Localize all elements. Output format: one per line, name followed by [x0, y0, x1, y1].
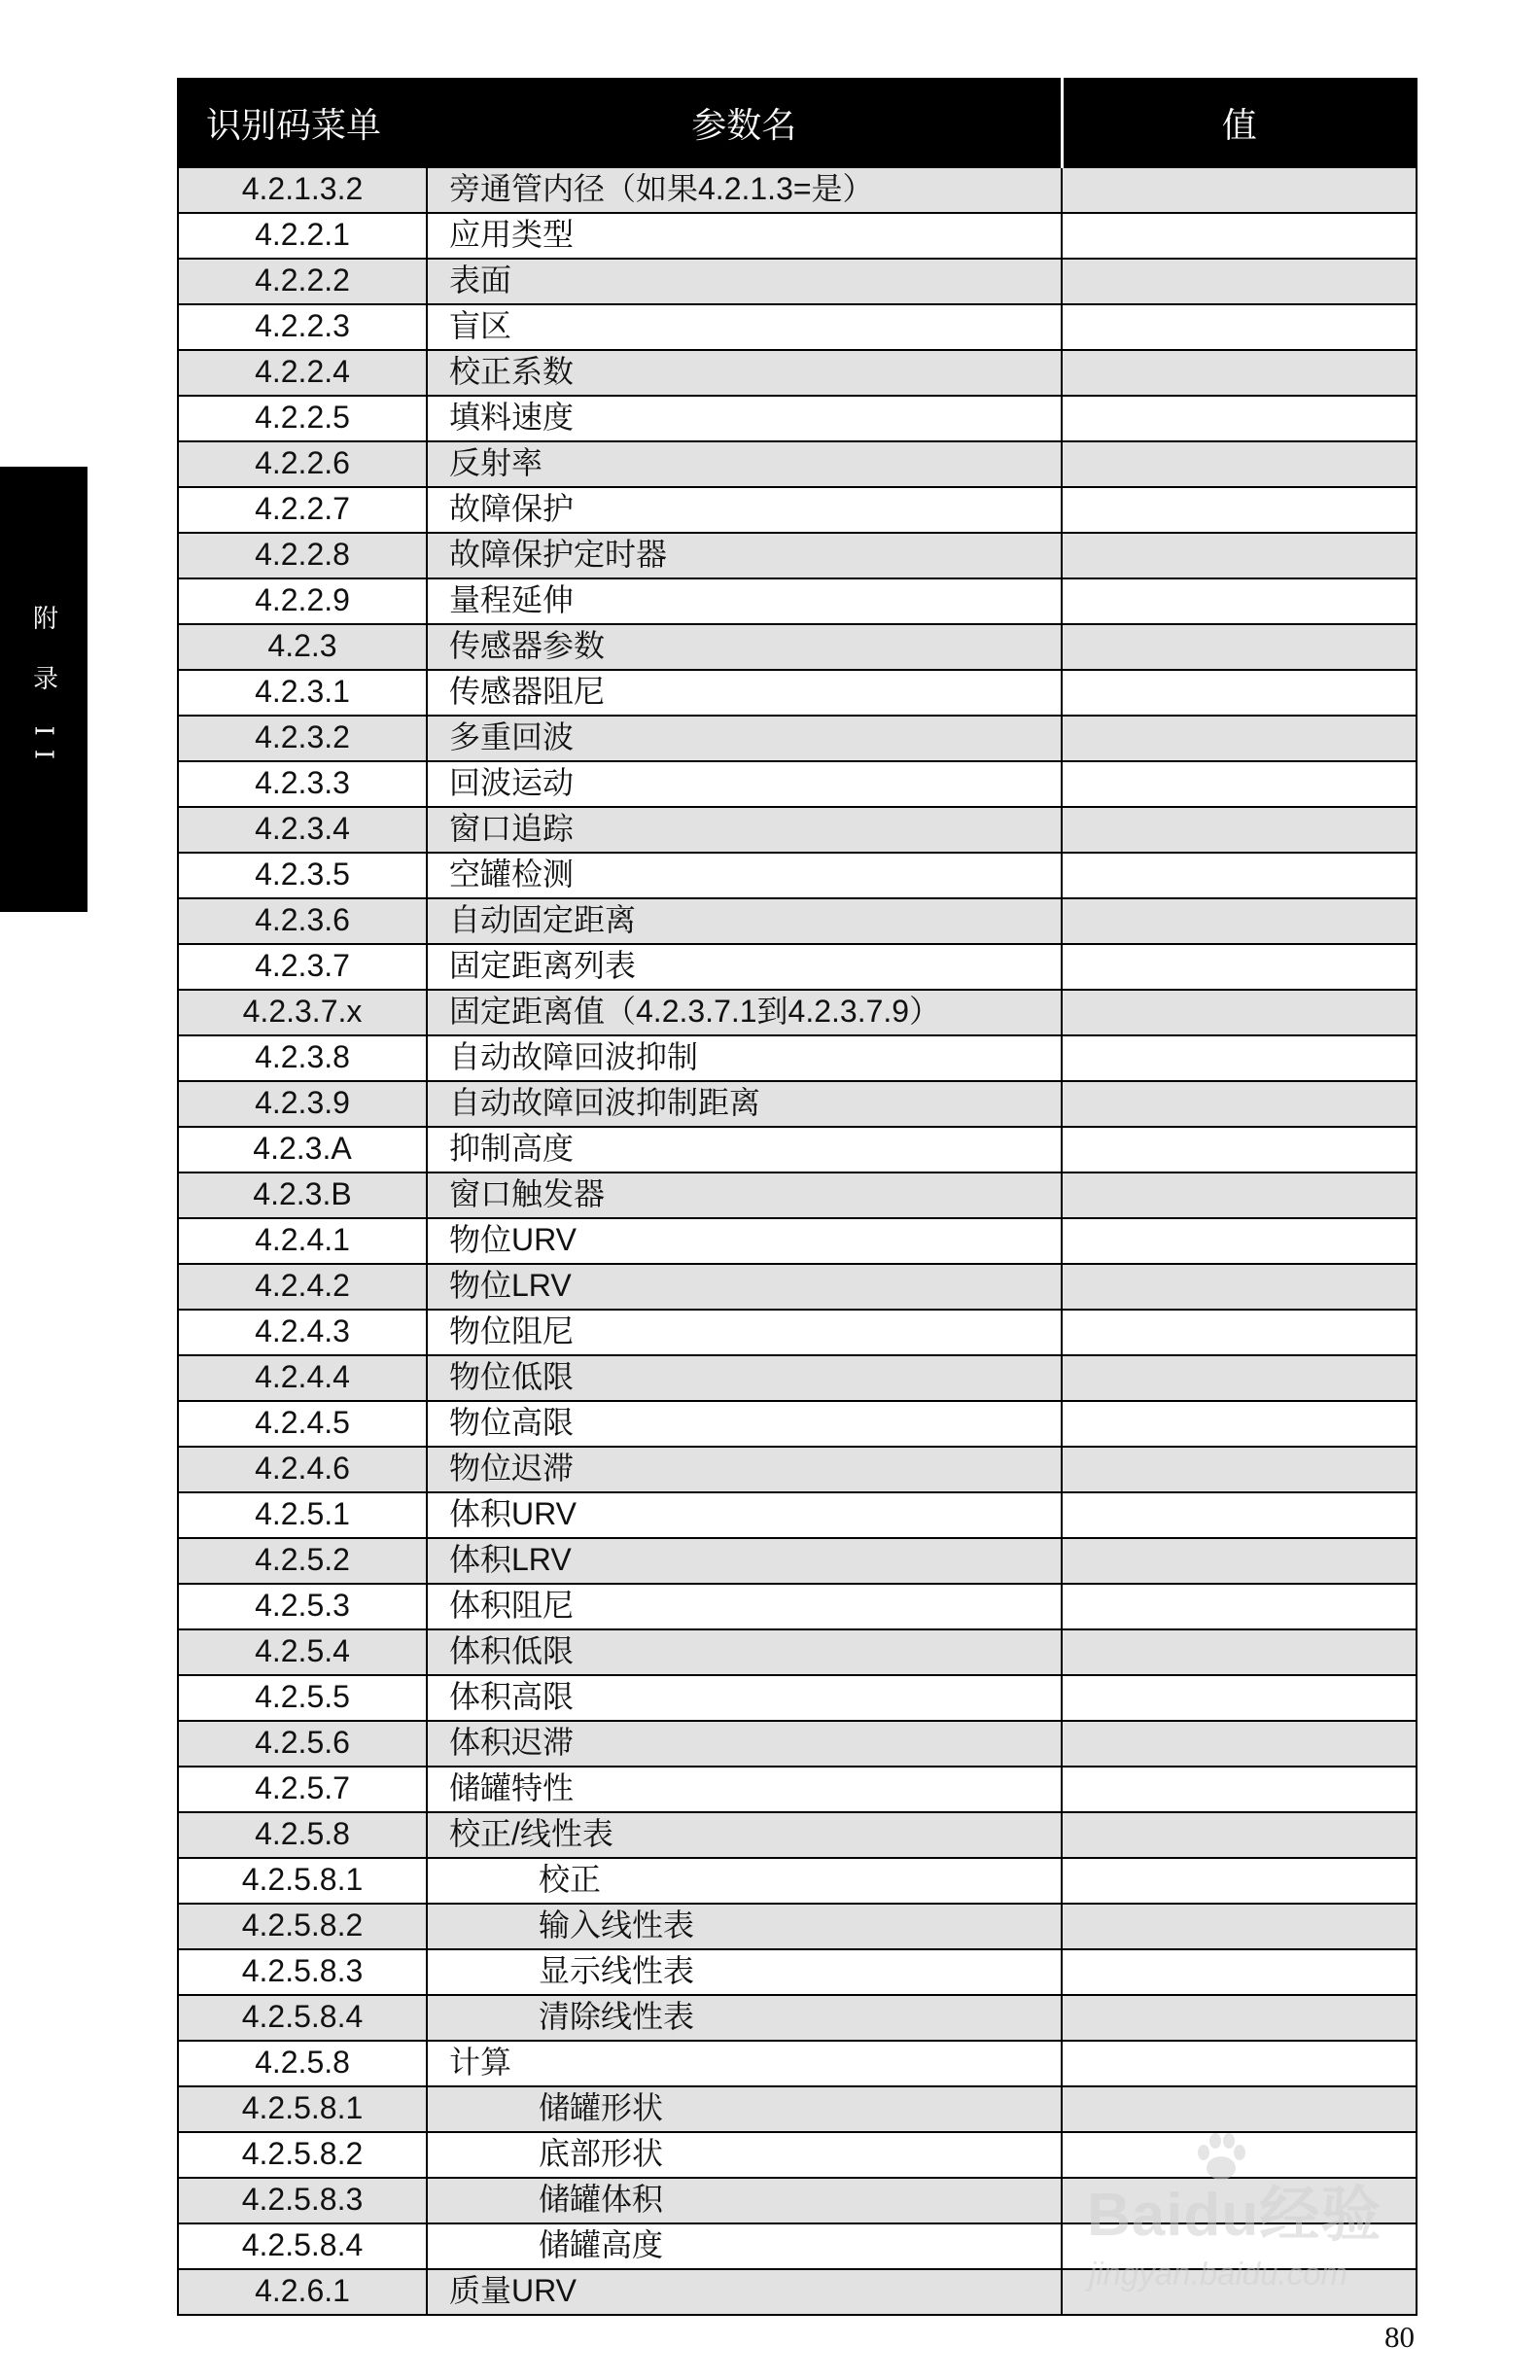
table-row — [178, 1310, 1417, 1355]
row-name-cell: 物位阻尼 — [427, 1310, 1062, 1355]
row-name-cell: 显示线性表 — [427, 1949, 1062, 1995]
row-code-cell: 4.2.5.6 — [178, 1721, 427, 1767]
row-name-cell: 校正系数 — [427, 350, 1062, 396]
row-code-cell: 4.2.4.2 — [178, 1264, 427, 1310]
row-value-cell — [1062, 578, 1417, 624]
row-code-cell: 4.2.5.8.2 — [178, 2132, 427, 2178]
row-name-cell: 储罐特性 — [427, 1767, 1062, 1812]
row-name-cell: 体积阻尼 — [427, 1584, 1062, 1629]
row-value-cell — [1062, 1949, 1417, 1995]
row-name-cell: 自动固定距离 — [427, 898, 1062, 944]
row-code-cell: 4.2.2.8 — [178, 533, 427, 578]
baidu-watermark — [1087, 2166, 1437, 2312]
row-code-cell: 4.2.4.5 — [178, 1401, 427, 1447]
table-row — [178, 533, 1417, 578]
row-name-cell: 固定距离列表 — [427, 944, 1062, 990]
table-row — [178, 853, 1417, 898]
row-name-cell: 物位低限 — [427, 1355, 1062, 1401]
row-name-cell: 体积低限 — [427, 1629, 1062, 1675]
table-row — [178, 1584, 1417, 1629]
header-value: 值 — [1062, 79, 1417, 167]
row-name-cell: 故障保护 — [427, 487, 1062, 533]
table-row — [178, 716, 1417, 761]
row-name-cell: 储罐形状 — [427, 2086, 1062, 2132]
row-name-cell: 表面 — [427, 259, 1062, 304]
row-value-cell — [1062, 944, 1417, 990]
table-row — [178, 624, 1417, 670]
row-value-cell — [1062, 1218, 1417, 1264]
row-name-cell: 体积LRV — [427, 1538, 1062, 1584]
row-code-cell: 4.2.3.6 — [178, 898, 427, 944]
row-name-cell: 窗口追踪 — [427, 807, 1062, 853]
watermark-logo-text: Baidu经验 — [1087, 2182, 1382, 2249]
row-code-cell: 4.2.6.1 — [178, 2269, 427, 2315]
table-row — [178, 1401, 1417, 1447]
row-value-cell — [1062, 1675, 1417, 1721]
row-value-cell — [1062, 1995, 1417, 2041]
row-value-cell — [1062, 350, 1417, 396]
row-value-cell — [1062, 1812, 1417, 1858]
table-row — [178, 1081, 1417, 1127]
table-row — [178, 2041, 1417, 2086]
row-code-cell: 4.2.4.4 — [178, 1355, 427, 1401]
row-value-cell — [1062, 1538, 1417, 1584]
row-code-cell: 4.2.5.8.2 — [178, 1904, 427, 1949]
row-value-cell — [1062, 396, 1417, 441]
row-value-cell — [1062, 1127, 1417, 1172]
row-name-cell: 储罐体积 — [427, 2178, 1062, 2223]
row-name-cell: 清除线性表 — [427, 1995, 1062, 2041]
table-row — [178, 1218, 1417, 1264]
row-value-cell — [1062, 807, 1417, 853]
row-code-cell: 4.2.3.7.x — [178, 990, 427, 1035]
row-name-cell: 物位LRV — [427, 1264, 1062, 1310]
row-value-cell — [1062, 1264, 1417, 1310]
row-code-cell: 4.2.3.8 — [178, 1035, 427, 1081]
row-value-cell — [1062, 533, 1417, 578]
row-code-cell: 4.2.5.8.4 — [178, 2223, 427, 2269]
row-code-cell: 4.2.3.9 — [178, 1081, 427, 1127]
row-name-cell: 抑制高度 — [427, 1127, 1062, 1172]
row-code-cell: 4.2.3.5 — [178, 853, 427, 898]
row-value-cell — [1062, 716, 1417, 761]
table-row — [178, 1447, 1417, 1492]
row-value-cell — [1062, 898, 1417, 944]
row-code-cell: 4.2.2.9 — [178, 578, 427, 624]
row-value-cell — [1062, 441, 1417, 487]
table-row — [178, 578, 1417, 624]
table-row — [178, 350, 1417, 396]
row-name-cell: 多重回波 — [427, 716, 1062, 761]
row-code-cell: 4.2.3.1 — [178, 670, 427, 716]
row-value-cell — [1062, 624, 1417, 670]
row-value-cell — [1062, 1767, 1417, 1812]
row-name-cell: 故障保护定时器 — [427, 533, 1062, 578]
page-number: 80 — [1384, 2320, 1415, 2354]
row-code-cell: 4.2.2.2 — [178, 259, 427, 304]
row-code-cell: 4.2.2.4 — [178, 350, 427, 396]
row-code-cell: 4.2.3 — [178, 624, 427, 670]
row-name-cell: 回波运动 — [427, 761, 1062, 807]
table-row — [178, 441, 1417, 487]
table-row — [178, 1858, 1417, 1904]
row-value-cell — [1062, 1035, 1417, 1081]
row-code-cell: 4.2.5.8.1 — [178, 2086, 427, 2132]
table-row — [178, 944, 1417, 990]
row-value-cell — [1062, 1172, 1417, 1218]
table-row — [178, 1355, 1417, 1401]
row-value-cell — [1062, 1401, 1417, 1447]
appendix-side-tab-label: 附 录 II — [28, 605, 58, 774]
row-code-cell: 4.2.3.4 — [178, 807, 427, 853]
row-name-cell: 空罐检测 — [427, 853, 1062, 898]
row-code-cell: 4.2.5.3 — [178, 1584, 427, 1629]
row-code-cell: 4.2.3.3 — [178, 761, 427, 807]
row-code-cell: 4.2.2.7 — [178, 487, 427, 533]
table-row — [178, 761, 1417, 807]
table-row — [178, 1538, 1417, 1584]
row-name-cell: 应用类型 — [427, 213, 1062, 259]
table-header-row — [178, 79, 1417, 167]
table-row — [178, 670, 1417, 716]
row-name-cell: 底部形状 — [427, 2132, 1062, 2178]
row-value-cell — [1062, 853, 1417, 898]
row-code-cell: 4.2.3.B — [178, 1172, 427, 1218]
appendix-side-tab — [0, 467, 88, 912]
watermark-url: jingyan.baidu.com — [1089, 2256, 1348, 2292]
row-name-cell: 反射率 — [427, 441, 1062, 487]
row-value-cell — [1062, 1492, 1417, 1538]
table-row — [178, 487, 1417, 533]
row-name-cell: 自动故障回波抑制距离 — [427, 1081, 1062, 1127]
row-name-cell: 传感器阻尼 — [427, 670, 1062, 716]
table-row — [178, 990, 1417, 1035]
row-name-cell: 体积URV — [427, 1492, 1062, 1538]
row-value-cell — [1062, 1081, 1417, 1127]
header-name: 参数名 — [427, 79, 1062, 167]
table-row — [178, 1949, 1417, 1995]
row-code-cell: 4.2.2.5 — [178, 396, 427, 441]
row-code-cell: 4.2.5.8.4 — [178, 1995, 427, 2041]
table-row — [178, 1995, 1417, 2041]
row-code-cell: 4.2.5.8.3 — [178, 2178, 427, 2223]
row-value-cell — [1062, 1721, 1417, 1767]
table-body — [178, 167, 1417, 2315]
row-name-cell: 物位URV — [427, 1218, 1062, 1264]
row-value-cell — [1062, 1310, 1417, 1355]
parameter-table — [177, 78, 1418, 2316]
header-code: 识别码菜单 — [178, 79, 427, 167]
row-value-cell — [1062, 259, 1417, 304]
row-name-cell: 校正/线性表 — [427, 1812, 1062, 1858]
row-value-cell — [1062, 761, 1417, 807]
row-name-cell: 盲区 — [427, 304, 1062, 350]
row-name-cell: 物位迟滞 — [427, 1447, 1062, 1492]
row-value-cell — [1062, 304, 1417, 350]
table-row — [178, 1264, 1417, 1310]
row-name-cell: 窗口触发器 — [427, 1172, 1062, 1218]
table-row — [178, 1492, 1417, 1538]
row-code-cell: 4.2.5.8.3 — [178, 1949, 427, 1995]
table-row — [178, 1904, 1417, 1949]
row-name-cell: 体积迟滞 — [427, 1721, 1062, 1767]
row-value-cell — [1062, 1584, 1417, 1629]
table-row — [178, 1035, 1417, 1081]
table-row — [178, 2086, 1417, 2132]
table-row — [178, 167, 1417, 213]
table-row — [178, 304, 1417, 350]
row-name-cell: 填料速度 — [427, 396, 1062, 441]
table-row — [178, 1721, 1417, 1767]
row-code-cell: 4.2.5.4 — [178, 1629, 427, 1675]
row-value-cell — [1062, 1355, 1417, 1401]
row-code-cell: 4.2.2.6 — [178, 441, 427, 487]
row-value-cell — [1062, 167, 1417, 213]
row-value-cell — [1062, 1858, 1417, 1904]
table-row — [178, 898, 1417, 944]
row-name-cell: 输入线性表 — [427, 1904, 1062, 1949]
row-name-cell: 物位高限 — [427, 1401, 1062, 1447]
table-row — [178, 396, 1417, 441]
row-code-cell: 4.2.3.A — [178, 1127, 427, 1172]
row-code-cell: 4.2.5.8.1 — [178, 1858, 427, 1904]
row-code-cell: 4.2.5.7 — [178, 1767, 427, 1812]
row-value-cell — [1062, 990, 1417, 1035]
row-code-cell: 4.2.5.1 — [178, 1492, 427, 1538]
row-name-cell: 体积高限 — [427, 1675, 1062, 1721]
row-code-cell: 4.2.3.2 — [178, 716, 427, 761]
row-code-cell: 4.2.2.3 — [178, 304, 427, 350]
row-value-cell — [1062, 1629, 1417, 1675]
row-name-cell: 量程延伸 — [427, 578, 1062, 624]
row-code-cell: 4.2.5.8 — [178, 2041, 427, 2086]
row-name-cell: 传感器参数 — [427, 624, 1062, 670]
row-code-cell: 4.2.1.3.2 — [178, 167, 427, 213]
row-code-cell: 4.2.5.5 — [178, 1675, 427, 1721]
row-value-cell — [1062, 1447, 1417, 1492]
row-code-cell: 4.2.5.8 — [178, 1812, 427, 1858]
row-name-cell: 计算 — [427, 2041, 1062, 2086]
row-name-cell: 固定距离值（4.2.3.7.1到4.2.3.7.9） — [427, 990, 1062, 1035]
row-code-cell: 4.2.4.6 — [178, 1447, 427, 1492]
row-value-cell — [1062, 213, 1417, 259]
row-name-cell: 校正 — [427, 1858, 1062, 1904]
table-row — [178, 807, 1417, 853]
row-name-cell: 旁通管内径（如果4.2.1.3=是） — [427, 167, 1062, 213]
row-name-cell: 自动故障回波抑制 — [427, 1035, 1062, 1081]
table-row — [178, 1675, 1417, 1721]
row-code-cell: 4.2.5.2 — [178, 1538, 427, 1584]
table-row — [178, 213, 1417, 259]
row-code-cell: 4.2.4.3 — [178, 1310, 427, 1355]
table-row — [178, 1767, 1417, 1812]
row-code-cell: 4.2.3.7 — [178, 944, 427, 990]
row-value-cell — [1062, 487, 1417, 533]
row-value-cell — [1062, 2041, 1417, 2086]
table-row — [178, 259, 1417, 304]
table-row — [178, 1172, 1417, 1218]
row-code-cell: 4.2.2.1 — [178, 213, 427, 259]
row-name-cell: 质量URV — [427, 2269, 1062, 2315]
table-row — [178, 1812, 1417, 1858]
row-code-cell: 4.2.4.1 — [178, 1218, 427, 1264]
row-value-cell — [1062, 670, 1417, 716]
row-name-cell: 储罐高度 — [427, 2223, 1062, 2269]
table-row — [178, 1127, 1417, 1172]
row-value-cell — [1062, 1904, 1417, 1949]
table-row — [178, 1629, 1417, 1675]
row-value-cell — [1062, 2086, 1417, 2132]
